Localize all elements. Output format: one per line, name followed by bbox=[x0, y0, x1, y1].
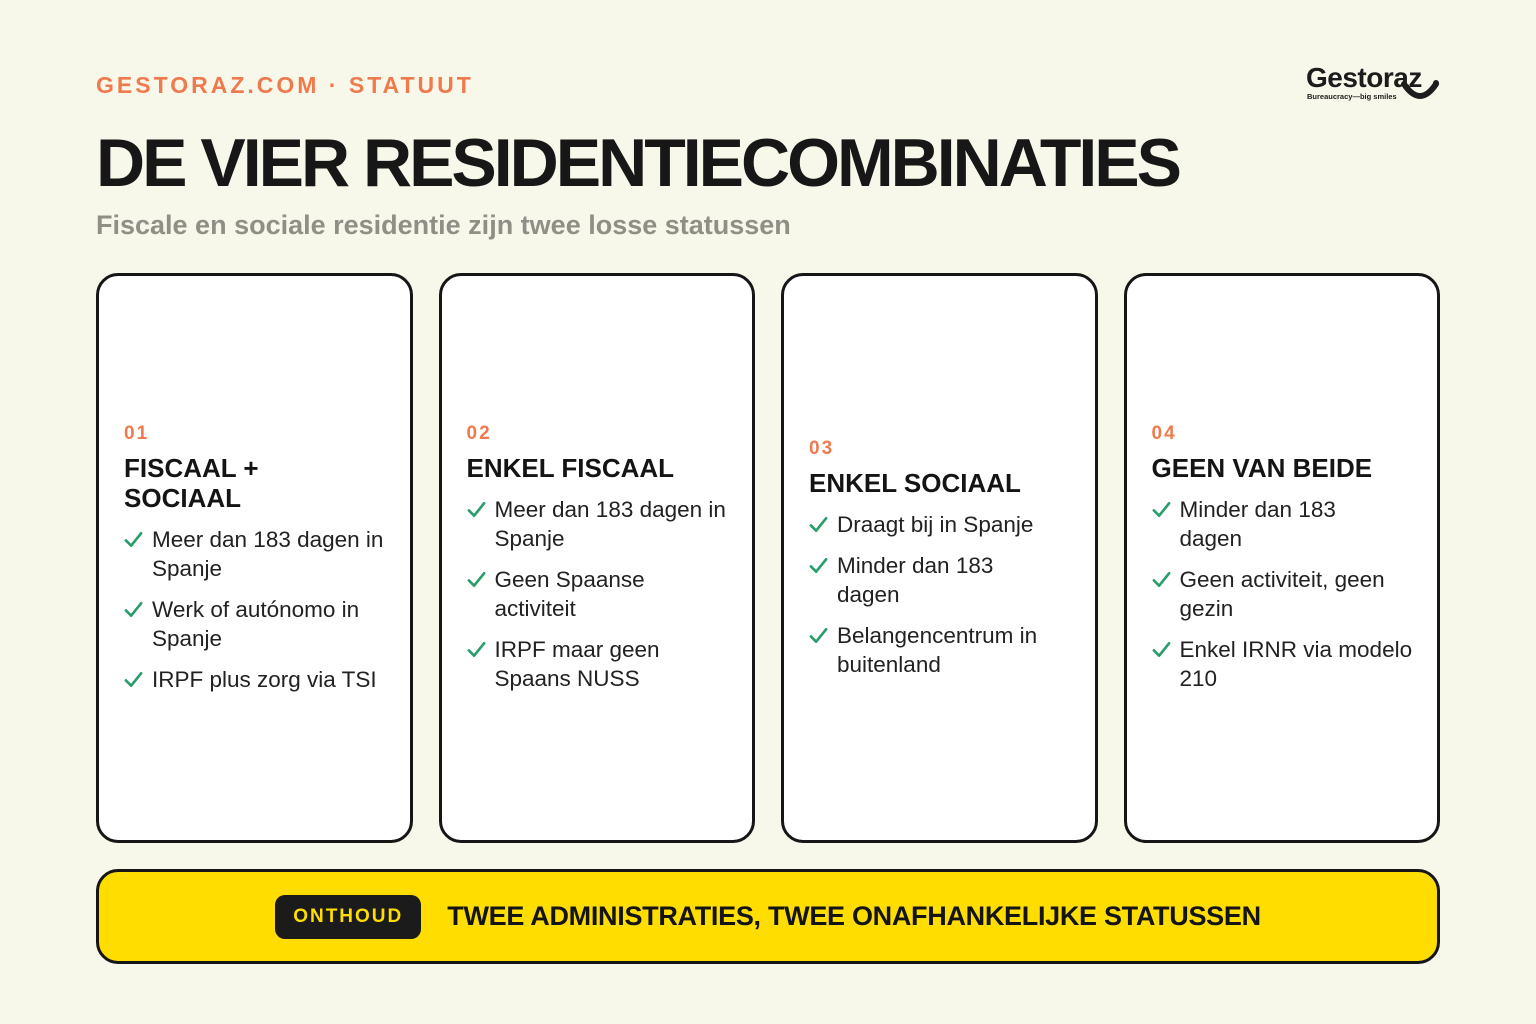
combination-cards bbox=[96, 273, 1440, 843]
card-enkel-sociaal bbox=[781, 273, 1098, 843]
list-item bbox=[467, 635, 729, 693]
item-text: Minder dan 183 dagen bbox=[837, 552, 994, 607]
card-number: 03 bbox=[809, 437, 835, 459]
item-text: IRPF plus zorg via TSI bbox=[152, 666, 377, 692]
check-icon bbox=[809, 510, 837, 539]
check-icon bbox=[1152, 495, 1180, 524]
logo-tagline: Bureaucracy—big smiles bbox=[1307, 92, 1397, 101]
list-item bbox=[124, 525, 386, 583]
list-item bbox=[1152, 565, 1414, 623]
item-text: Meer dan 183 dagen in Spanje bbox=[494, 497, 726, 551]
card-title: FISCAAL + SOCIAAL bbox=[124, 452, 259, 513]
check-icon bbox=[809, 621, 837, 650]
list-item bbox=[124, 665, 386, 694]
check-icon bbox=[467, 495, 495, 524]
item-text: Werk of autónomo in Spanje bbox=[152, 596, 360, 651]
check-icon bbox=[1152, 565, 1180, 594]
list-item bbox=[467, 495, 729, 553]
reminder-badge: ONTHOUD bbox=[275, 895, 421, 939]
card-enkel-fiscaal bbox=[439, 273, 756, 843]
list-item bbox=[1152, 635, 1414, 693]
check-icon bbox=[467, 635, 495, 664]
list-item bbox=[124, 595, 386, 653]
item-text: Geen Spaanse activiteit bbox=[494, 567, 645, 621]
list-item bbox=[467, 565, 729, 623]
reminder-text: TWEE ADMINISTRATIES, TWEE ONAFHANKELIJKE STATUSSEN bbox=[447, 901, 1261, 931]
card-number: 02 bbox=[466, 423, 492, 444]
item-text: Meer dan 183 dagen in Spanje bbox=[152, 526, 384, 581]
item-text: Geen activiteit, geen gezin bbox=[1179, 567, 1385, 621]
smile-icon bbox=[1400, 78, 1440, 106]
check-icon bbox=[809, 551, 837, 580]
card-number: 01 bbox=[124, 422, 150, 444]
list-item bbox=[1152, 495, 1414, 553]
card-fiscaal-sociaal bbox=[96, 273, 413, 843]
gestoraz-logo bbox=[1300, 62, 1440, 110]
card-title: ENKEL SOCIAAL bbox=[809, 467, 1021, 498]
item-text: Draagt bij in Spanje bbox=[837, 511, 1034, 537]
card-title: GEEN VAN BEIDE bbox=[1151, 453, 1373, 483]
card-geen-van-beide bbox=[1124, 273, 1441, 843]
list-item bbox=[809, 510, 1071, 539]
list-item bbox=[809, 551, 1071, 609]
logo-wordmark: Gestoraz bbox=[1306, 62, 1422, 93]
list-item bbox=[809, 621, 1071, 679]
check-icon bbox=[124, 525, 152, 554]
page-title: DE VIER RESIDENTIECOMBINATIES bbox=[96, 125, 1179, 201]
item-text: Enkel IRNR via modelo 210 bbox=[1179, 637, 1413, 691]
item-text: Belangencentrum in buitenland bbox=[837, 622, 1038, 677]
check-icon bbox=[124, 595, 152, 624]
eyebrow-label: GESTORAZ.COM · STATUUT bbox=[96, 72, 474, 98]
card-title: ENKEL FISCAAL bbox=[466, 453, 675, 483]
check-icon bbox=[124, 665, 152, 694]
reminder-callout bbox=[96, 869, 1440, 964]
page-subtitle: Fiscale en sociale residentie zijn twee losse statussen bbox=[96, 210, 791, 240]
check-icon bbox=[467, 565, 495, 594]
item-text: IRPF maar geen Spaans NUSS bbox=[494, 637, 660, 691]
check-icon bbox=[1152, 635, 1180, 664]
card-number: 04 bbox=[1151, 423, 1177, 444]
item-text: Minder dan 183 dagen bbox=[1179, 497, 1336, 551]
